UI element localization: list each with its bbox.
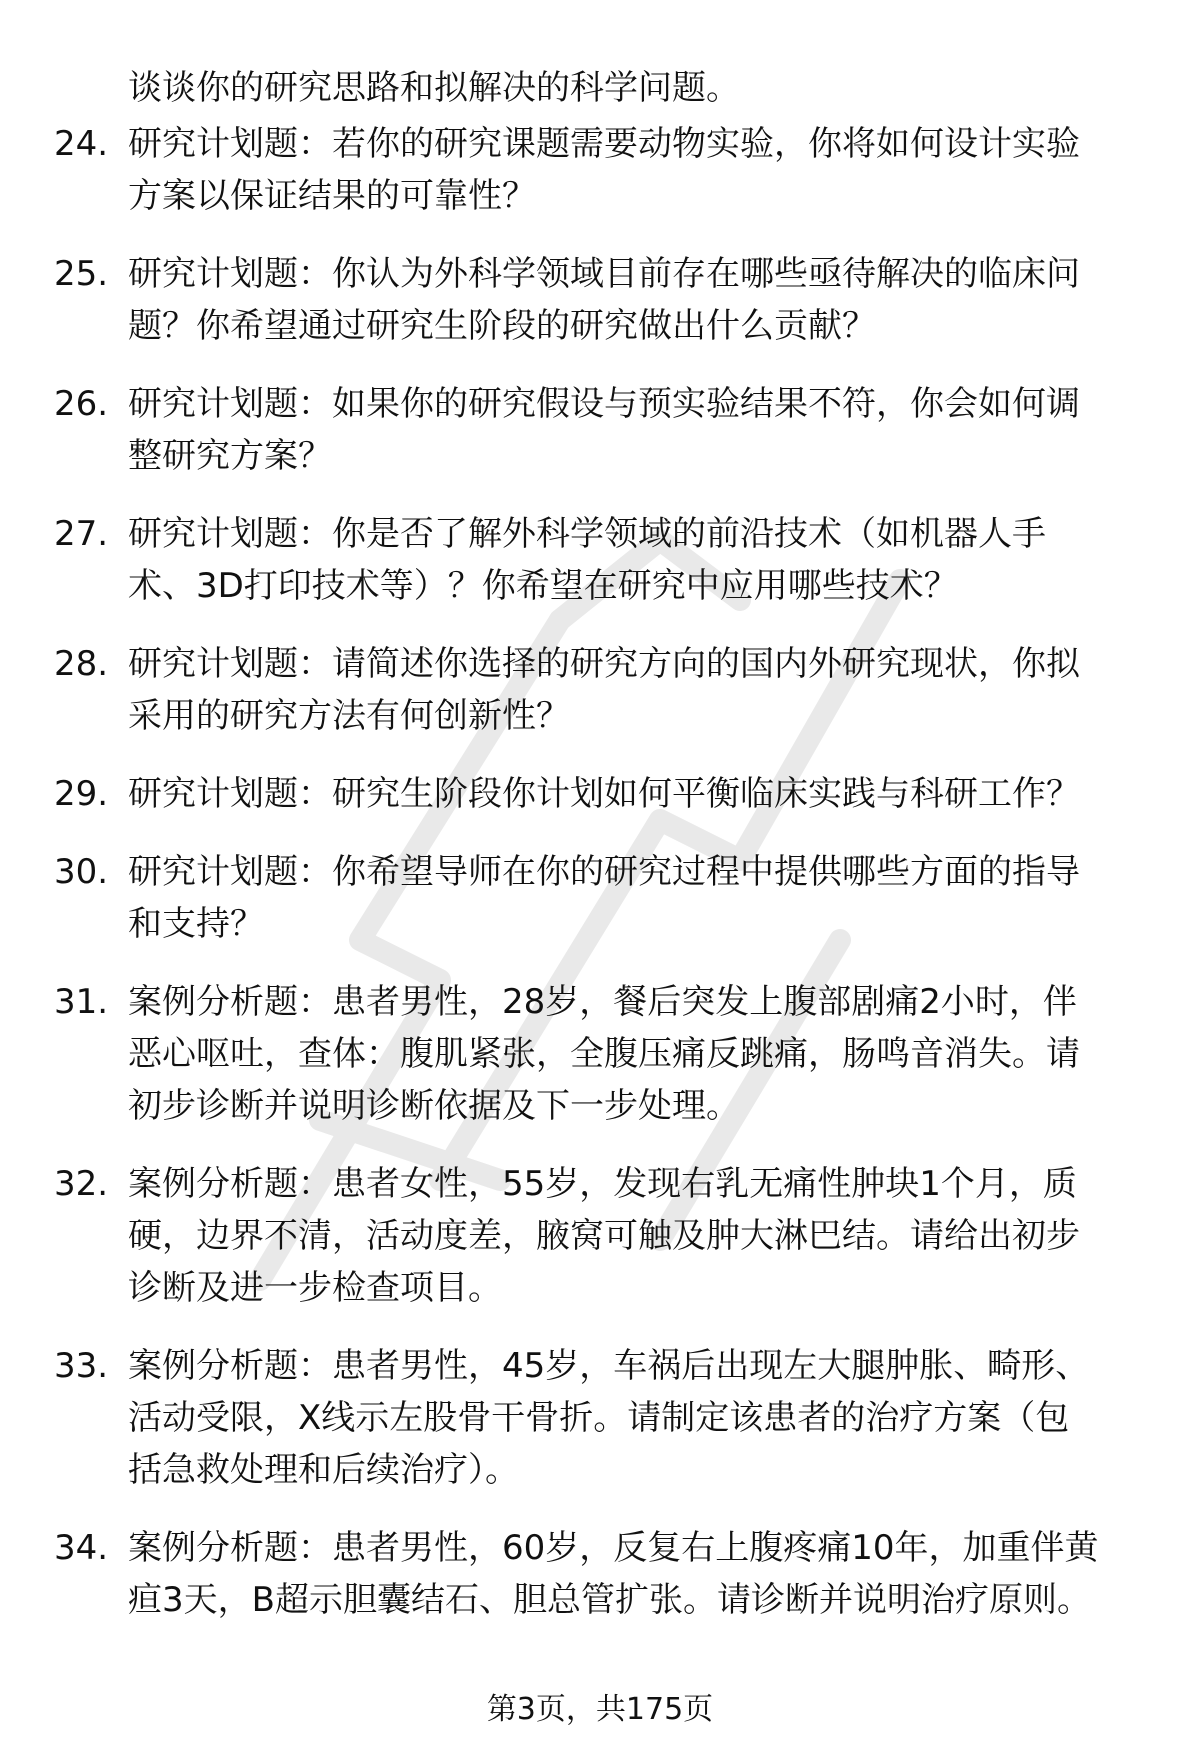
- question-number: 33.: [54, 1346, 109, 1386]
- question-line: 初步诊断并说明诊断依据及下一步处理。: [128, 1086, 740, 1126]
- question-line: 研究计划题：请简述你选择的研究方向的国内外研究现状，你拟: [128, 644, 1080, 684]
- question-number: 30.: [54, 852, 109, 892]
- question-number: 28.: [54, 644, 109, 684]
- question-line: 和支持？: [128, 904, 264, 944]
- question-line: 研究计划题：研究生阶段你计划如何平衡临床实践与科研工作？: [128, 774, 1080, 814]
- question-number: 29.: [54, 774, 109, 814]
- question-number: 25.: [54, 254, 109, 294]
- question-line: 案例分析题：患者男性，60岁，反复右上腹疼痛10年，加重伴黄: [128, 1528, 1099, 1568]
- question-number: 31.: [54, 982, 109, 1022]
- continuation-text: 谈谈你的研究思路和拟解决的科学问题。: [128, 68, 740, 108]
- question-line: 恶心呕吐，查体：腹肌紧张，全腹压痛反跳痛，肠鸣音消失。请: [128, 1034, 1080, 1074]
- question-line: 研究计划题：若你的研究课题需要动物实验，你将如何设计实验: [128, 124, 1080, 164]
- question-number: 34.: [54, 1528, 109, 1568]
- question-line: 活动受限，X线示左股骨干骨折。请制定该患者的治疗方案（包: [128, 1398, 1070, 1438]
- question-line: 案例分析题：患者男性，28岁，餐后突发上腹部剧痛2小时，伴: [128, 982, 1077, 1022]
- question-number: 24.: [54, 124, 109, 164]
- question-line: 诊断及进一步检查项目。: [128, 1268, 502, 1308]
- question-line: 案例分析题：患者女性，55岁，发现右乳无痛性肿块1个月，质: [128, 1164, 1077, 1204]
- question-line: 研究计划题：如果你的研究假设与预实验结果不符，你会如何调: [128, 384, 1080, 424]
- page-footer: 第3页，共175页: [486, 1692, 714, 1727]
- question-line: 采用的研究方法有何创新性？: [128, 696, 570, 736]
- question-line: 研究计划题：你希望导师在你的研究过程中提供哪些方面的指导: [128, 852, 1080, 892]
- question-line: 括急救处理和后续治疗）。: [128, 1450, 519, 1490]
- question-line: 硬，边界不清，活动度差，腋窝可触及肿大淋巴结。请给出初步: [128, 1216, 1080, 1256]
- question-line: 整研究方案？: [128, 436, 332, 476]
- question-line: 案例分析题：患者男性，45岁，车祸后出现左大腿肿胀、畸形、: [128, 1346, 1090, 1386]
- question-line: 术、3D打印技术等）？你希望在研究中应用哪些技术？: [128, 566, 958, 606]
- question-number: 32.: [54, 1164, 109, 1204]
- question-line: 疸3天，B超示胆囊结石、胆总管扩张。请诊断并说明治疗原则。: [128, 1580, 1091, 1620]
- question-line: 方案以保证结果的可靠性？: [128, 176, 536, 216]
- question-line: 题？你希望通过研究生阶段的研究做出什么贡献？: [128, 306, 876, 346]
- question-line: 研究计划题：你是否了解外科学领域的前沿技术（如机器人手: [128, 514, 1046, 554]
- question-number: 27.: [54, 514, 109, 554]
- question-line: 研究计划题：你认为外科学领域目前存在哪些亟待解决的临床问: [128, 254, 1080, 294]
- question-number: 26.: [54, 384, 109, 424]
